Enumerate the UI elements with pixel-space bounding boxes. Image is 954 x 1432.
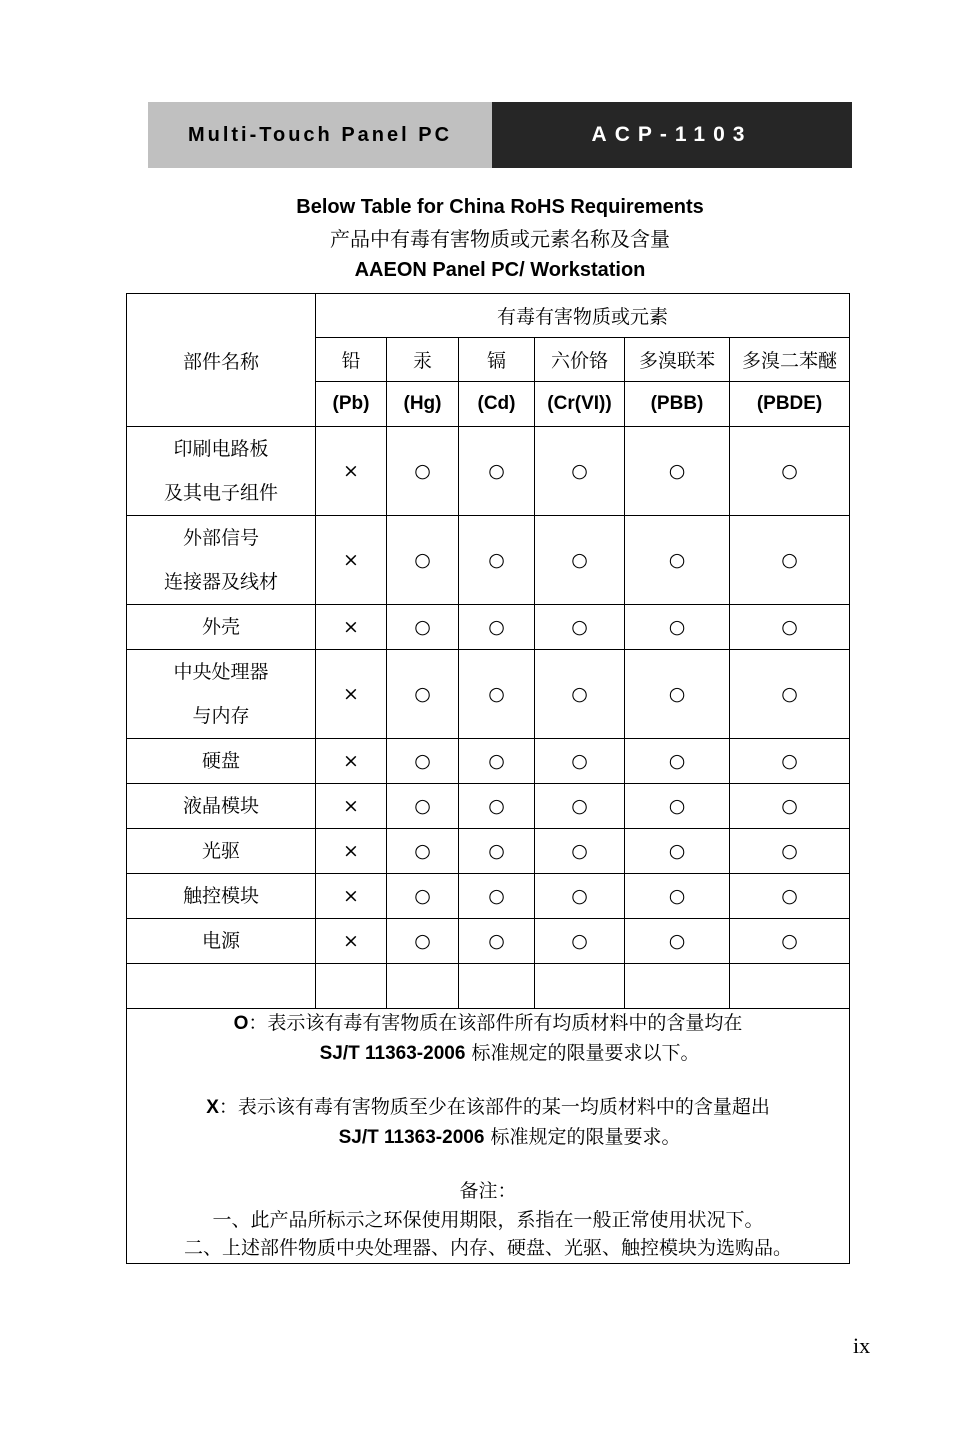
compliance-mark: ○ xyxy=(625,784,730,829)
note-x-text2: 标准规定的限量要求。 xyxy=(484,1125,681,1148)
table-row xyxy=(127,605,850,650)
compliance-mark: ○ xyxy=(730,605,850,650)
table-title-english: Below Table for China RoHS Requirements xyxy=(296,196,704,218)
part-name-cell xyxy=(127,650,316,739)
compliance-mark: ○ xyxy=(459,919,535,964)
remarks xyxy=(127,1177,849,1263)
compliance-mark: ○ xyxy=(625,427,730,516)
compliance-mark: ○ xyxy=(625,829,730,874)
part-name-cell xyxy=(127,829,316,874)
compliance-mark: ○ xyxy=(625,516,730,605)
compliance-mark: ○ xyxy=(730,516,850,605)
compliance-mark: ○ xyxy=(625,605,730,650)
compliance-mark: ○ xyxy=(535,605,625,650)
compliance-mark: ○ xyxy=(459,784,535,829)
compliance-mark: ○ xyxy=(387,516,459,605)
table-row xyxy=(127,427,850,516)
compliance-mark: ○ xyxy=(625,650,730,739)
compliance-mark: ○ xyxy=(730,427,850,516)
compliance-mark: ○ xyxy=(459,829,535,874)
part-name: 外壳 xyxy=(201,616,240,638)
note-x xyxy=(127,1093,849,1152)
compliance-mark: ○ xyxy=(535,739,625,784)
table-subtitle: AAEON Panel PC/ Workstation xyxy=(354,259,646,281)
compliance-mark: ○ xyxy=(625,874,730,919)
part-name-cell xyxy=(127,427,316,516)
part-name: 中央处理器 xyxy=(173,661,269,683)
part-name-cell xyxy=(127,874,316,919)
column-header-symbol: (Cd) xyxy=(459,382,535,427)
compliance-mark: ○ xyxy=(625,739,730,784)
compliance-mark: ○ xyxy=(387,874,459,919)
part-name-header: 部件名称 xyxy=(127,294,316,427)
header-product-name: Multi-Touch Panel PC xyxy=(148,102,492,168)
compliance-mark: ○ xyxy=(459,650,535,739)
part-name: 外部信号 xyxy=(182,527,259,549)
note-o xyxy=(127,1009,849,1068)
column-header-cn: 多溴联苯 xyxy=(625,338,730,382)
compliance-mark: ○ xyxy=(459,605,535,650)
table-row xyxy=(127,739,850,784)
compliance-mark: ○ xyxy=(387,427,459,516)
compliance-mark: ○ xyxy=(535,829,625,874)
part-name: 印刷电路板 xyxy=(173,438,269,460)
table-row xyxy=(127,650,850,739)
note-o-text2: 标准规定的限量要求以下。 xyxy=(465,1041,700,1064)
compliance-mark: ○ xyxy=(535,784,625,829)
compliance-mark: × xyxy=(316,784,387,829)
table-row xyxy=(127,829,850,874)
remark-1: 一、此产品所标示之环保使用期限，系指在一般正常使用状况下。 xyxy=(212,1208,764,1231)
part-name: 电源 xyxy=(201,930,240,952)
column-header-cn: 汞 xyxy=(387,338,459,382)
column-header-symbol: (PBDE) xyxy=(730,382,850,427)
compliance-mark: ○ xyxy=(535,874,625,919)
compliance-mark: ○ xyxy=(535,650,625,739)
compliance-mark: ○ xyxy=(730,874,850,919)
column-header-cn: 六价铬 xyxy=(535,338,625,382)
compliance-mark: × xyxy=(316,427,387,516)
compliance-mark: ○ xyxy=(730,829,850,874)
compliance-mark: ○ xyxy=(459,874,535,919)
compliance-mark: ○ xyxy=(387,605,459,650)
table-row xyxy=(127,874,850,919)
empty-row xyxy=(127,964,850,1009)
compliance-mark: × xyxy=(316,919,387,964)
compliance-mark: ○ xyxy=(387,829,459,874)
part-name: 液晶模块 xyxy=(182,795,259,817)
part-name-cell xyxy=(127,739,316,784)
page-number: ix xyxy=(853,1333,871,1358)
compliance-mark: ○ xyxy=(459,427,535,516)
column-header-symbol: (Hg) xyxy=(387,382,459,427)
part-name-cell xyxy=(127,919,316,964)
note-x-text: ：表示该有毒有害物质至少在该部件的某一均质材料中的含量超出 xyxy=(218,1096,770,1118)
compliance-mark: ○ xyxy=(625,919,730,964)
compliance-mark: ○ xyxy=(387,739,459,784)
remark-title: 备注： xyxy=(459,1180,517,1202)
compliance-mark: × xyxy=(316,605,387,650)
compliance-mark: ○ xyxy=(459,739,535,784)
compliance-mark: ○ xyxy=(535,919,625,964)
note-o-text: ：表示该有毒有害物质在该部件所有均质材料中的含量均在 xyxy=(248,1012,743,1034)
compliance-mark: × xyxy=(316,739,387,784)
column-header-symbol: (PBB) xyxy=(625,382,730,427)
compliance-mark: ○ xyxy=(730,919,850,964)
note-o-standard: SJ/T 11363-2006 xyxy=(319,1042,466,1064)
compliance-mark: ○ xyxy=(387,919,459,964)
part-name-cell xyxy=(127,605,316,650)
part-name: 连接器及线材 xyxy=(163,571,278,593)
note-x-standard: SJ/T 11363-2006 xyxy=(338,1126,485,1148)
compliance-mark: ○ xyxy=(459,516,535,605)
part-name: 硬盘 xyxy=(201,750,240,772)
compliance-mark: ○ xyxy=(535,516,625,605)
compliance-mark: × xyxy=(316,874,387,919)
compliance-mark: × xyxy=(316,516,387,605)
compliance-mark: × xyxy=(316,650,387,739)
column-header-cn: 镉 xyxy=(459,338,535,382)
compliance-mark: ○ xyxy=(535,427,625,516)
table-row xyxy=(127,784,850,829)
remark-2: 二、上述部件物质中央处理器、内存、硬盘、光驱、触控模块为选购品。 xyxy=(184,1237,793,1259)
compliance-mark: ○ xyxy=(387,784,459,829)
part-name: 及其电子组件 xyxy=(163,482,278,504)
note-x-lead: X xyxy=(206,1097,219,1118)
compliance-mark: × xyxy=(316,829,387,874)
compliance-mark: ○ xyxy=(730,739,850,784)
substance-group-header: 有毒有害物质或元素 xyxy=(316,294,850,338)
table-row xyxy=(127,516,850,605)
rohs-table xyxy=(126,293,850,1264)
part-name: 与内存 xyxy=(192,705,250,727)
column-header-symbol: (Pb) xyxy=(316,382,387,427)
compliance-mark: ○ xyxy=(730,650,850,739)
part-name: 光驱 xyxy=(201,840,240,862)
compliance-mark: ○ xyxy=(730,784,850,829)
page-header xyxy=(148,102,852,168)
table-row xyxy=(127,919,850,964)
header-model: ACP-1103 xyxy=(492,102,852,168)
part-name: 触控模块 xyxy=(182,885,259,907)
part-name-cell xyxy=(127,784,316,829)
column-header-cn: 铅 xyxy=(316,338,387,382)
table-title-chinese: 产品中有毒有害物质或元素名称及含量 xyxy=(330,227,670,251)
column-header-cn: 多溴二苯醚 xyxy=(730,338,850,382)
column-header-symbol: (Cr(VI)) xyxy=(535,382,625,427)
compliance-mark: ○ xyxy=(387,650,459,739)
note-o-lead: O xyxy=(233,1013,249,1034)
part-name-cell xyxy=(127,516,316,605)
notes-cell xyxy=(127,1009,850,1264)
